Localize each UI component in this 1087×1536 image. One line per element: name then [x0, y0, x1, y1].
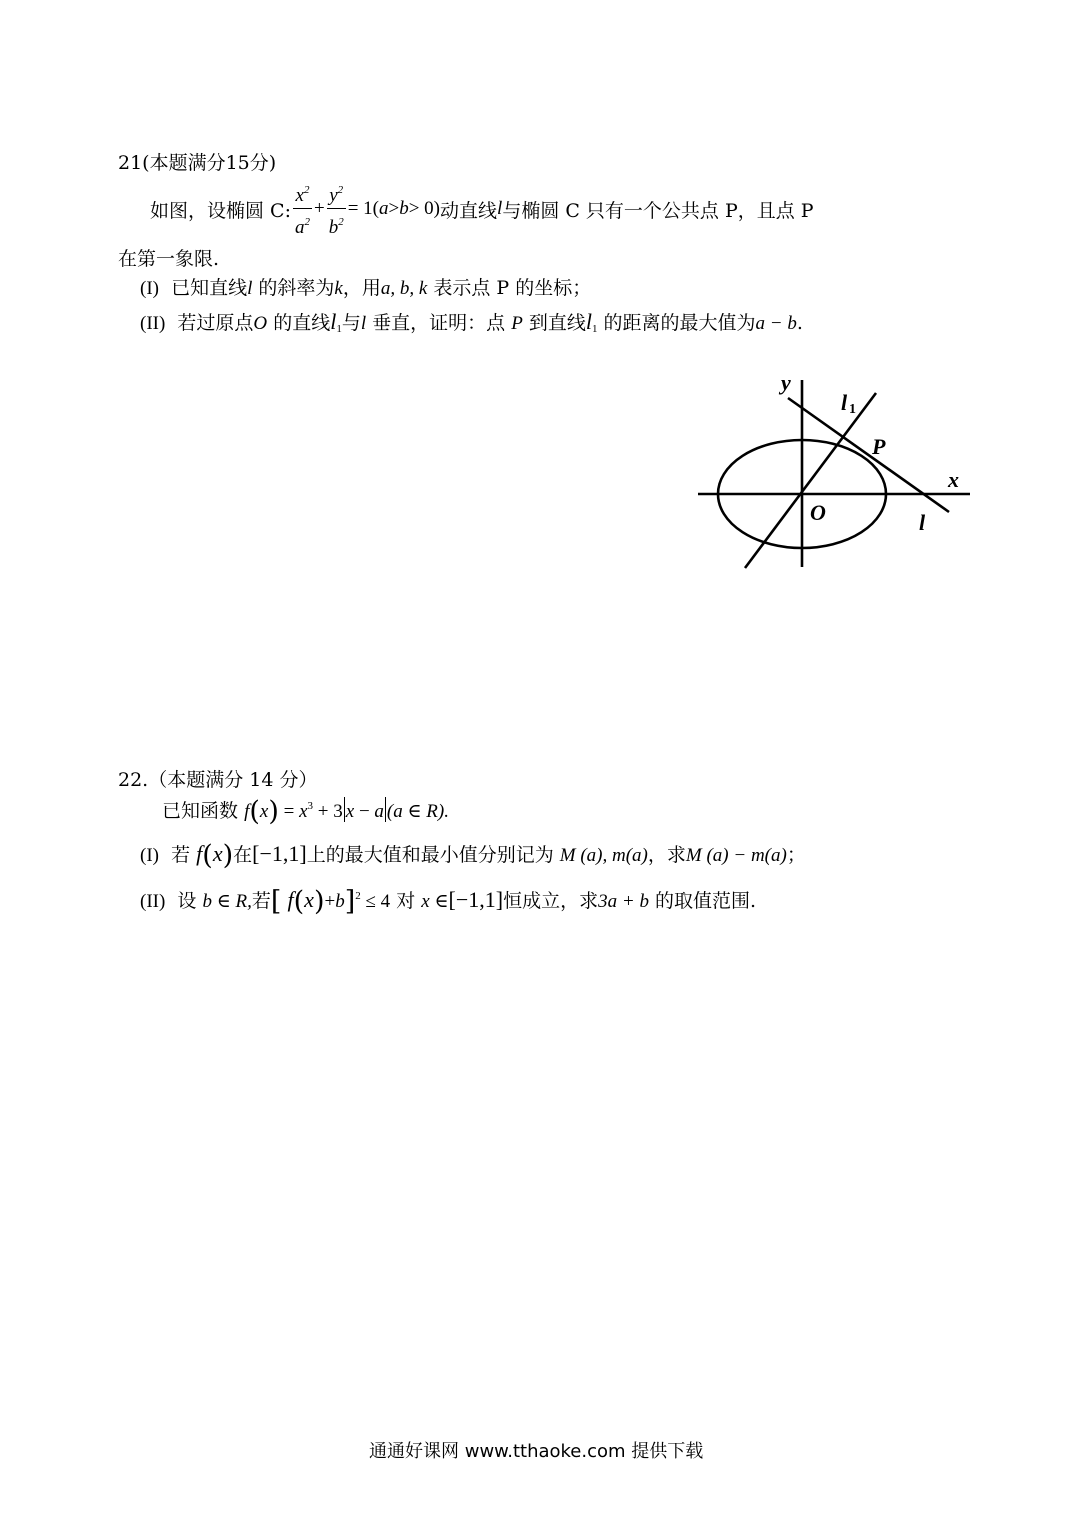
q22-part2: (II) 设 b ∈ R,若[ f(x)+b]$^2$ ≤ 4 对 x ∈[−1,1]恒成立，求3a + b 的取值范围. — [140, 886, 757, 917]
label-x: x — [948, 467, 959, 492]
label-l1: l — [841, 390, 848, 415]
q21-part2: (II) 若过原点O 的直线$l_1$与l 垂直，证明：点 P 到直线$l_1$ 的距离的最大值为a − b. — [140, 309, 803, 335]
label-P: P — [872, 434, 886, 459]
label-l: l — [919, 510, 926, 535]
q21-header: 21(本题满分15分) — [118, 152, 277, 174]
abs-bar-right — [385, 797, 386, 822]
q22-header: 22.（本题满分 14 分） — [118, 769, 318, 791]
label-l1-sub: 1 — [849, 402, 856, 417]
line-l1 — [745, 393, 876, 568]
footer-credit: 通通好课网 www.tthaoke.com 提供下载 — [369, 1441, 704, 1462]
q22-part1: (I) 若 f(x)在[−1,1]上的最大值和最小值分别记为 M (a), m(a)，求M (a) − m(a)； — [140, 840, 806, 871]
q21-intro: 如图，设椭圆 C: $\frac{x^2}{a^2}$ + $\frac{y^2}{b^2}$ = 1( a > b > 0) 动直线 l 与椭圆 C 只有一个公共点 P，且点 P — [150, 177, 814, 241]
fraction-y2-b2: $\frac{y^2}{b^2}$ — [327, 178, 346, 241]
abs-bar-left — [344, 797, 345, 822]
q21-part1: (I) 已知直线l 的斜率为k，用a, b, k 表示点 P 的坐标； — [140, 277, 592, 299]
ellipse-figure — [690, 365, 990, 575]
q22-intro: 已知函数 $f(x) = x^3 + 3$ x − a (a ∈ R). — [162, 796, 449, 827]
label-y: y — [781, 370, 791, 395]
q21-line2: 在第一象限. — [118, 248, 220, 270]
label-O: O — [810, 500, 826, 525]
fraction-x2-a2: $\frac{x^2}{a^2}$ — [293, 178, 312, 241]
